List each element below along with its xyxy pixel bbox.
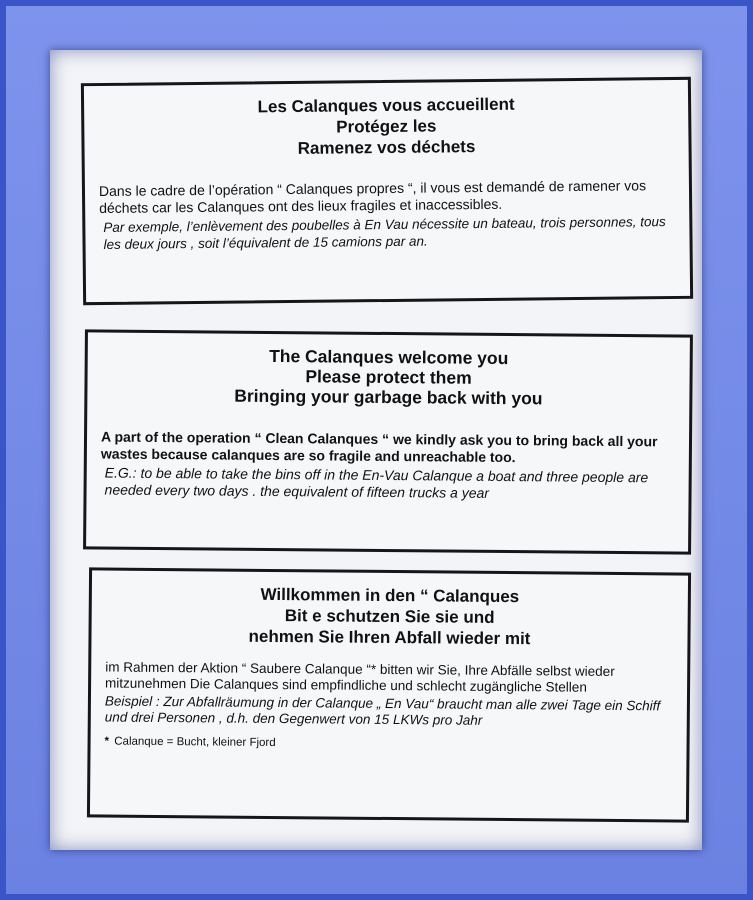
french-panel [81, 77, 693, 305]
french-title-line-2: Protégez les [336, 116, 437, 137]
german-example: Beispiel : Zur Abfallräumung in der Calanque „ En Vau“ braucht man alle zwei Tage ein Schiff und drei Personen , d.h. den Gegenwert von 15 LKWs pro Jahr [104, 693, 661, 728]
german-title-line-1: Willkommen in den “ Calanques [260, 584, 520, 607]
german-title-line-2: Bit e schutzen Sie sie und [284, 606, 495, 627]
footnote-text: Calanque = Bucht, kleiner Fjord [114, 735, 276, 750]
french-title-line-1: Les Calanques vous accueillent [257, 94, 515, 117]
english-example: E.G.: to be able to take the bins off in the En-Vau Calanque a boat and three people are needed every two days . the equivalent of fifteen trucks a year [104, 464, 649, 501]
german-body: im Rahmen der Aktion “ Saubere Calanque “* bitten wir Sie, Ihre Abfälle selbst wieder mitzunehmen Die Calanques sind empfindliche und schlecht zugängliche Stellen [105, 659, 615, 695]
english-panel [83, 329, 693, 554]
french-body: Dans le cadre de l’opération “ Calanques propres “, il vous est demandé de ramener vos déchets car les Calanques ont des lieux fragiles et inaccessibles. [98, 177, 647, 217]
footnote-asterisk: * [104, 735, 110, 748]
german-footnote [105, 736, 673, 753]
english-title-line-3: Bringing your garbage back with you [234, 385, 543, 409]
information-sign [50, 50, 702, 850]
english-title-line-1: The Calanques welcome you [269, 345, 509, 369]
german-title-line-3: nehmen Sie Ihren Abfall wieder mit [248, 626, 531, 649]
german-heading [91, 582, 688, 650]
english-body: A part of the operation “ Clean Calanques “ we kindly ask you to bring back all your wastes because calanques are so fragile and unreachable too. [100, 428, 658, 466]
french-title-line-3: Ramenez vos déchets [297, 137, 476, 158]
french-heading [84, 92, 689, 161]
german-panel [87, 567, 691, 822]
french-example: Par exemple, l’enlèvement des poubelles à En Vau nécessite un bateau, trois personnes, tous les deux jours , soit l’équivalent de 15 camions par an. [103, 214, 666, 252]
english-heading [87, 344, 690, 409]
english-title-line-2: Please protect them [305, 366, 472, 388]
